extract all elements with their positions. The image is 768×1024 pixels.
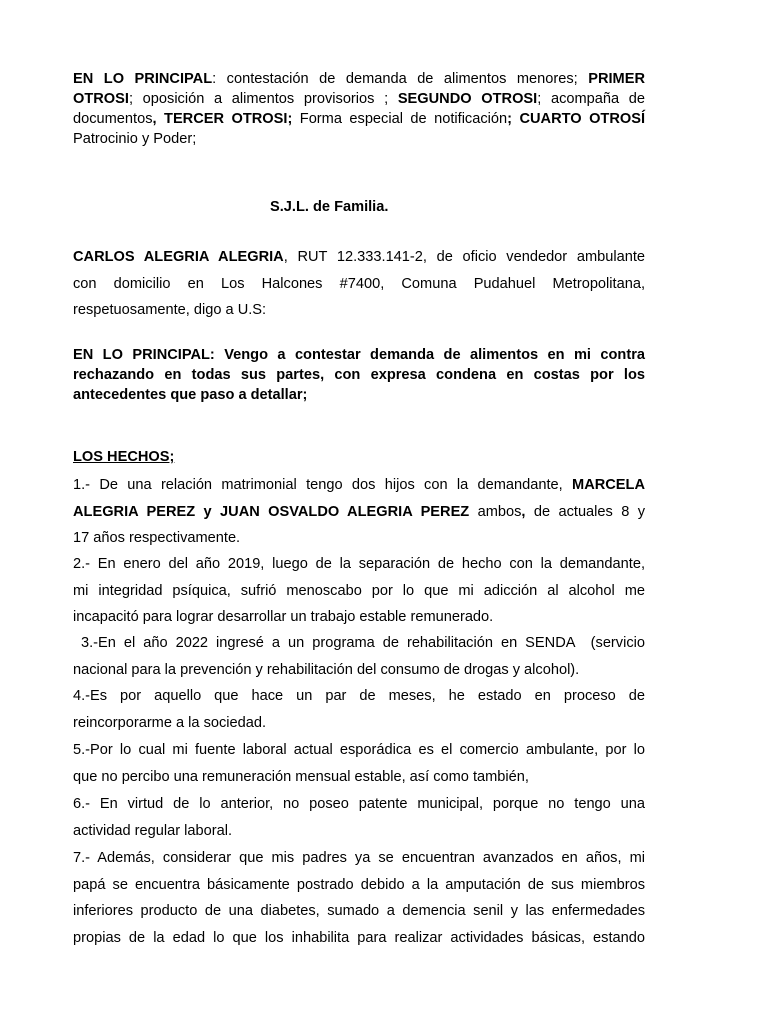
defendant-name: CARLOS ALEGRIA ALEGRIA	[73, 249, 284, 265]
otrosi-label: OTROSI	[73, 91, 129, 107]
paragraph-line: propias de la edad lo que los inhabilita para realizar actividades básicas, estando	[73, 929, 645, 946]
heading-text: : contestación de demanda de alimentos menores;	[212, 71, 589, 87]
principal-line: antecedentes que paso a detallar;	[73, 387, 308, 403]
paragraph-line: inferiores producto de una diabetes, sumado a demencia senil y las enfermedades	[73, 903, 645, 920]
paragraph-line: mi integridad psíquica, sufrió menoscabo por lo que mi adicción al alcohol me	[73, 582, 645, 599]
intro-text: , RUT 12.333.141-2, de oficio vendedor ambulante	[283, 249, 645, 265]
paragraph-line: 2.- En enero del año 2019, luego de la separación de hecho con la demandante,	[73, 556, 645, 572]
heading-line	[73, 129, 645, 149]
paragraph-line: 6.- En virtud de lo anterior, no poseo patente municipal, porque no tengo una	[73, 796, 645, 812]
heading-text: Forma especial de notificación	[292, 111, 508, 127]
principal-label: EN LO PRINCIPAL	[73, 71, 213, 87]
paragraph-4	[73, 683, 645, 736]
paragraph-line: 7.- Además, considerar que mis padres ya se encuentran avanzados en años, mi	[73, 850, 645, 866]
paragraph-line: 4.-Es por aquello que hace un par de meses, he estado en proceso de	[73, 688, 645, 704]
cuarto-otrosi-label: ; CUARTO OTROSÍ	[507, 111, 646, 127]
paragraph-line: que no percibo una remuneración mensual estable, así como también,	[73, 768, 529, 785]
heading-text: Patrocinio y Poder;	[73, 131, 197, 147]
paragraph-text: ,	[521, 503, 526, 520]
paragraph-text: 1.- De una relación matrimonial tengo dos hijos con la demandante,	[73, 477, 573, 493]
tercer-otrosi-label: , TERCER OTROSI;	[152, 111, 293, 127]
heading-line	[73, 89, 645, 109]
paragraph-1	[73, 472, 645, 552]
paragraph-text: ambos	[469, 503, 522, 520]
segundo-otrosi-label: SEGUNDO OTROSI	[397, 91, 538, 107]
heading-line	[73, 109, 645, 129]
paragraph-6	[73, 791, 645, 844]
court-title: S.J.L. de Familia.	[270, 199, 389, 215]
principal-block	[73, 345, 645, 405]
heading-line	[73, 69, 645, 89]
heading-text: documentos	[73, 111, 153, 127]
paragraph-line	[73, 499, 645, 526]
primer-otrosi-label: PRIMER	[588, 71, 645, 87]
paragraph-line: nacional para la prevención y rehabilitación del consumo de drogas y alcohol).	[73, 661, 580, 678]
intro-line: con domicilio en Los Halcones #7400, Comuna Pudahuel Metropolitana,	[73, 275, 645, 292]
paragraph-3	[73, 630, 645, 683]
paragraph-text: de actuales 8 y	[525, 503, 645, 520]
child-name: MARCELA	[572, 477, 645, 493]
heading-text: ; acompaña de	[537, 91, 645, 107]
paragraph-line: papá se encuentra básicamente postrado debido a la amputación de sus miembros	[73, 876, 645, 893]
intro-line: respetuosamente, digo a U.S:	[73, 302, 267, 319]
children-names: ALEGRIA PEREZ y JUAN OSVALDO ALEGRIA PEREZ	[73, 503, 470, 520]
paragraph-line: incapacitó para lograr desarrollar un trabajo estable remunerado.	[73, 609, 494, 626]
paragraph-5	[73, 737, 645, 790]
heading-text: ; oposición a alimentos provisorios ;	[128, 91, 398, 107]
paragraph-7	[73, 845, 645, 951]
heading-block	[73, 69, 645, 149]
paragraph-line: 3.-En el año 2022 ingresé a un programa de rehabilitación en SENDA (servicio	[73, 635, 645, 651]
intro-block	[73, 244, 645, 324]
principal-line: rechazando en todas sus partes, con expresa condena en costas por los	[73, 367, 645, 383]
hechos-title: LOS HECHOS;	[73, 449, 175, 465]
hechos-section-title	[73, 447, 645, 467]
intro-line	[73, 244, 645, 271]
paragraph-line: actividad regular laboral.	[73, 822, 232, 839]
paragraph-line: reincorporarme a la sociedad.	[73, 714, 267, 731]
hechos-title-line	[73, 447, 645, 467]
paragraph-line: 5.-Por lo cual mi fuente laboral actual esporádica es el comercio ambulante, por lo	[73, 742, 645, 758]
paragraph-line	[73, 472, 645, 499]
paragraph-2	[73, 551, 645, 631]
paragraph-line: 17 años respectivamente.	[73, 530, 241, 547]
principal-line: EN LO PRINCIPAL: Vengo a contestar demanda de alimentos en mi contra	[73, 347, 645, 363]
